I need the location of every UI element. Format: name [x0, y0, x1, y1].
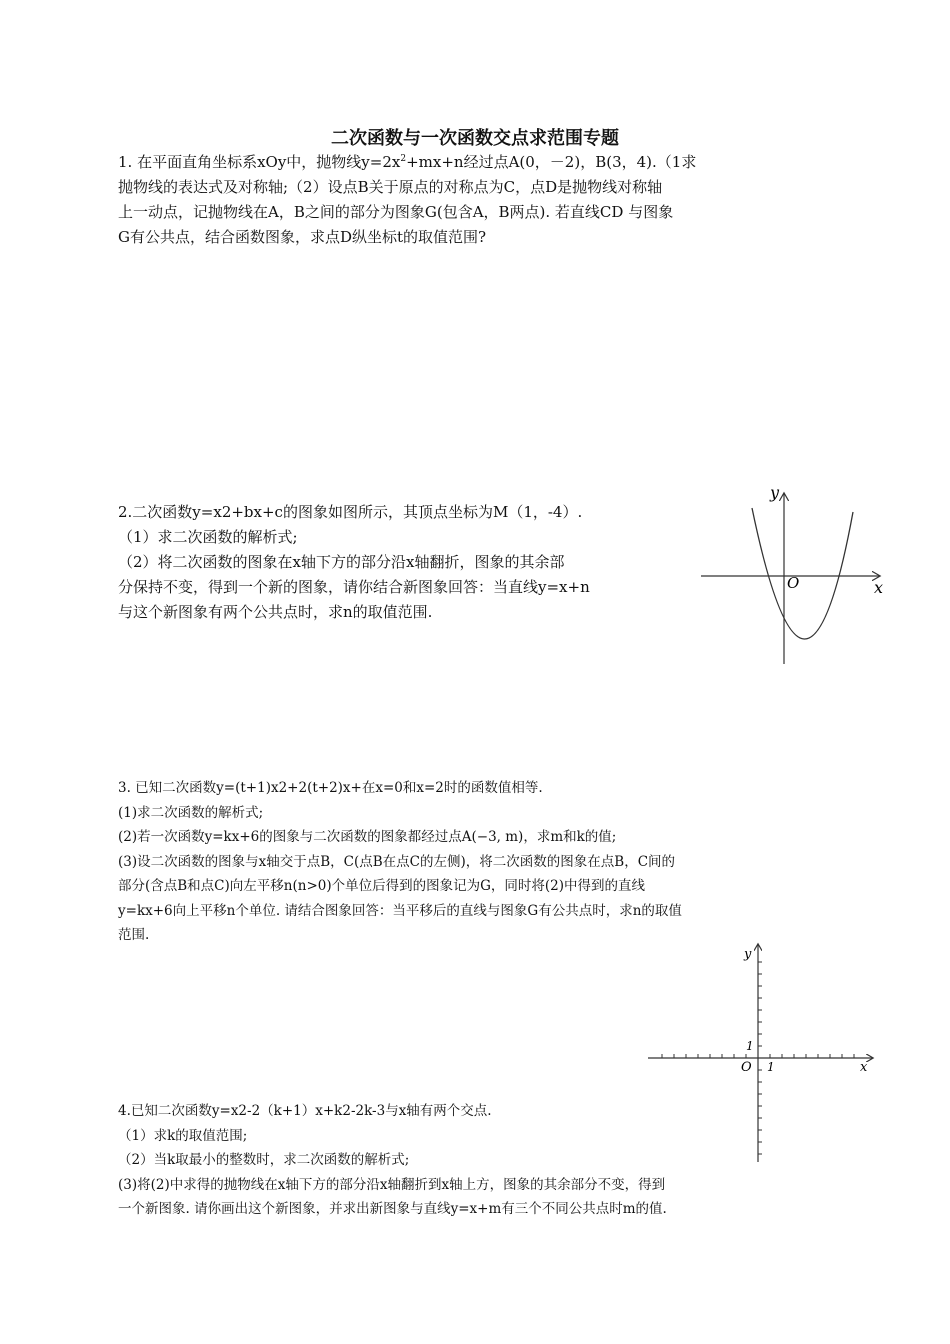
question-2-line-3: （2）将二次函数的图象在x轴下方的部分沿x轴翻折，图象的其余部 [118, 553, 565, 571]
question-3-line-2: (1)求二次函数的解析式; [118, 804, 264, 821]
question-1-line-2: 抛物线的表达式及对称轴;（2）设点B关于原点的对称点为C，点D是抛物线对称轴 [118, 178, 663, 196]
question-3-line-3: (2)若一次函数y=kx+6的图象与二次函数的图象都经过点A(−3, m)，求m和k的值; [118, 829, 617, 845]
question-4-line-5: 一个新图象. 请你画出这个新图象，并求出新图象与直线y=x+m有三个不同公共点时m的值. [118, 1201, 667, 1217]
question-4-line-4: (3)将(2)中求得的抛物线在x轴下方的部分沿x轴翻折到x轴上方，图象的其余部分不变，得到 [118, 1176, 666, 1193]
question-2-line-2: （1）求二次函数的解析式; [118, 528, 298, 546]
question-4-line-3: （2）当k取最小的整数时，求二次函数的解析式; [118, 1152, 410, 1168]
parabola-figure [698, 484, 888, 668]
question-4-line-1: 4.已知二次函数y=x2-2（k+1）x+k2-2k-3与x轴有两个交点. [118, 1103, 492, 1119]
question-1-line-4: G有公共点，结合函数图象，求点D纵坐标t的取值范围? [118, 228, 487, 246]
question-3-line-7: 范围. [118, 927, 150, 943]
question-3 [118, 776, 812, 948]
question-1-line-1 [118, 150, 812, 175]
q1-text-a: 1. 在平面直角坐标系xOy中，抛物线y=2x [118, 153, 401, 171]
q1-text-b: +mx+n经过点A(0，－2)，B(3，4).（1求 [406, 153, 697, 171]
question-1 [118, 150, 812, 250]
x-unit-label: 1 [767, 1060, 775, 1074]
question-2-line-1: 2.二次函数y=x2+bx+c的图象如图所示，其顶点坐标为M（1，-4）. [118, 503, 583, 521]
origin-label: O [787, 574, 800, 592]
y-axis-label: y [744, 947, 752, 962]
question-2-line-5: 与这个新图象有两个公共点时，求n的取值范围. [118, 603, 433, 621]
question-4-line-2: （1）求k的取值范围; [118, 1127, 248, 1144]
question-4 [118, 1099, 812, 1222]
y-unit-label: 1 [746, 1039, 754, 1053]
question-2-line-4: 分保持不变，得到一个新的图象，请你结合新图象回答：当直线y=x+n [118, 578, 590, 596]
question-3-line-5: 部分(含点B和点C)向左平移n(n>0)个单位后得到的图象记为G，同时将(2)中得到的直线 [118, 878, 646, 894]
document-title: 二次函数与一次函数交点求范围专题 [331, 128, 619, 149]
x-axis-label: x [860, 1060, 868, 1075]
question-2 [118, 500, 693, 625]
y-axis-label: y [770, 484, 780, 502]
question-1-line-3: 上一动点，记抛物线在A，B之间的部分为图象G(包含A，B两点). 若直线CD 与图象 [118, 203, 674, 221]
origin-label: O [741, 1060, 752, 1075]
parabola-curve [752, 508, 853, 639]
q1-exponent: 2 [400, 154, 407, 164]
question-3-line-1: 3. 已知二次函数y=(t+1)x2+2(t+2)x+在x=0和x=2时的函数值相等. [118, 780, 543, 796]
x-axis-label: x [874, 578, 884, 597]
question-3-line-6: y=kx+6向上平移n个单位. 请结合图象回答：当平移后的直线与图象G有公共点时，求n的取值 [118, 902, 682, 919]
question-3-line-4: (3)设二次函数的图象与x轴交于点B，C(点B在点C的左侧)，将二次函数的图象在点B，C间的 [118, 853, 676, 870]
